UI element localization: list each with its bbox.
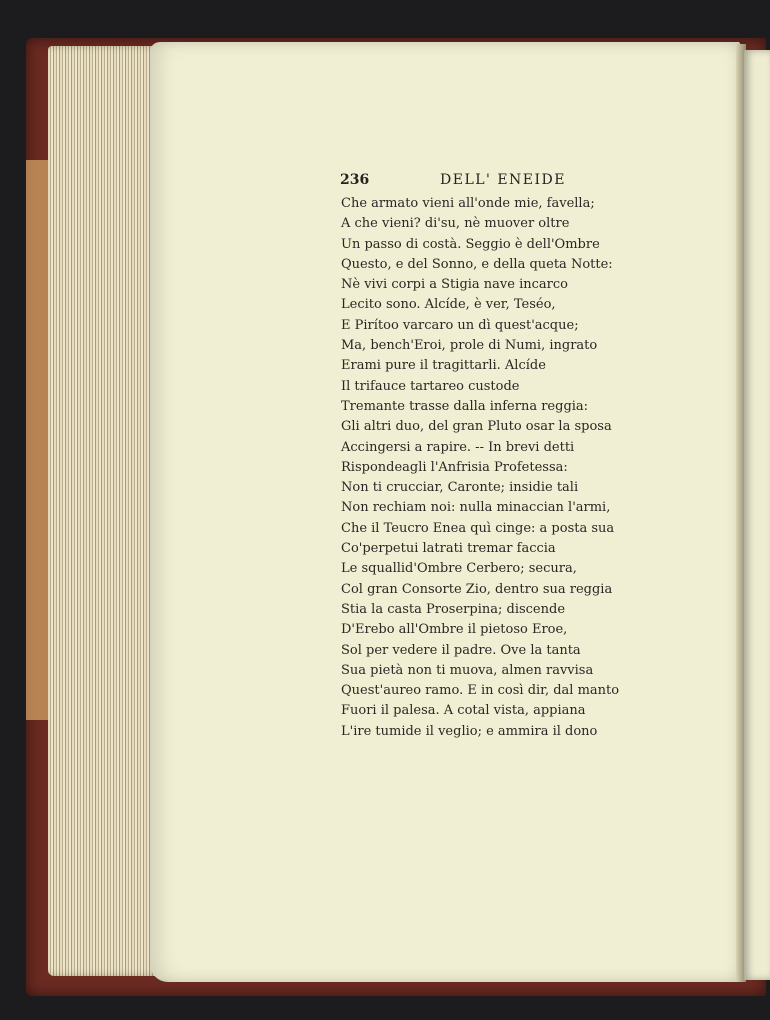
verse-line: Ma, bench'Eroi, prole di Numi, ingrato (341, 338, 598, 354)
verse-line: Gli altri duo, del gran Pluto osar la sposa (341, 419, 612, 435)
verse-line: Che armato vieni all'onde mie, favella; (341, 196, 595, 211)
facing-page-edge (744, 50, 770, 980)
running-head: DELL' ENEIDE (440, 172, 567, 188)
verse-line: Un passo di costà. Seggio è dell'Ombre (341, 236, 600, 252)
verse-line: Stia la casta Proserpina; discende (341, 601, 566, 617)
verse-line: Questo, e del Sonno, e della queta Notte: (341, 256, 613, 272)
verse-line: Lecito sono. Alcíde, è ver, Teséo, (341, 297, 556, 313)
verse-line: Non ti crucciar, Caronte; insidie tali (341, 480, 579, 496)
verse-line: Sua pietà non ti muova, almen ravvisa (341, 662, 594, 678)
verse-line: A che vieni? di'su, nè muover oltre (341, 216, 570, 232)
verse-line: L'ire tumide il veglio; e ammira il dono (341, 723, 598, 739)
verse-line: Che il Teucro Enea quì cinge: a posta sua (341, 520, 615, 536)
verse-line: E Pirítoo varcaro un dì quest'acque; (341, 317, 579, 333)
verse-line: Tremante trasse dalla inferna reggia: (341, 398, 589, 414)
verse-line: Quest'aureo ramo. E in così dir, dal manto (341, 683, 620, 699)
page-edges (48, 46, 160, 976)
verse-line: Accingersi a rapire. -- In brevi detti (341, 439, 575, 455)
verse-line: Sol per vedere il padre. Ove la tanta (341, 642, 581, 658)
verse-text (341, 194, 651, 742)
verse-line: Le squallid'Ombre Cerbero; secura, (341, 561, 577, 577)
page-header (340, 172, 620, 194)
verse-line: Erami pure il tragittarli. Alcíde (341, 358, 546, 374)
verse-line: Nè vivi corpi a Stigia nave incarco (341, 277, 568, 293)
verse-line: Rispondeagli l'Anfrisia Profetessa: (341, 459, 568, 475)
page-number: 236 (340, 172, 370, 188)
verse-line: Il trifauce tartareo custode (341, 378, 520, 394)
verse-line: Fuori il palesa. A cotal vista, appiana (341, 703, 586, 719)
verse-line: D'Erebo all'Ombre il pietoso Eroe, (341, 622, 568, 638)
verse-line: Col gran Consorte Zio, dentro sua reggia (341, 581, 613, 597)
verse-line: Co'perpetui latrati tremar faccia (341, 541, 556, 557)
verse-line: Non rechiam noi: nulla minaccian l'armi, (341, 500, 611, 516)
